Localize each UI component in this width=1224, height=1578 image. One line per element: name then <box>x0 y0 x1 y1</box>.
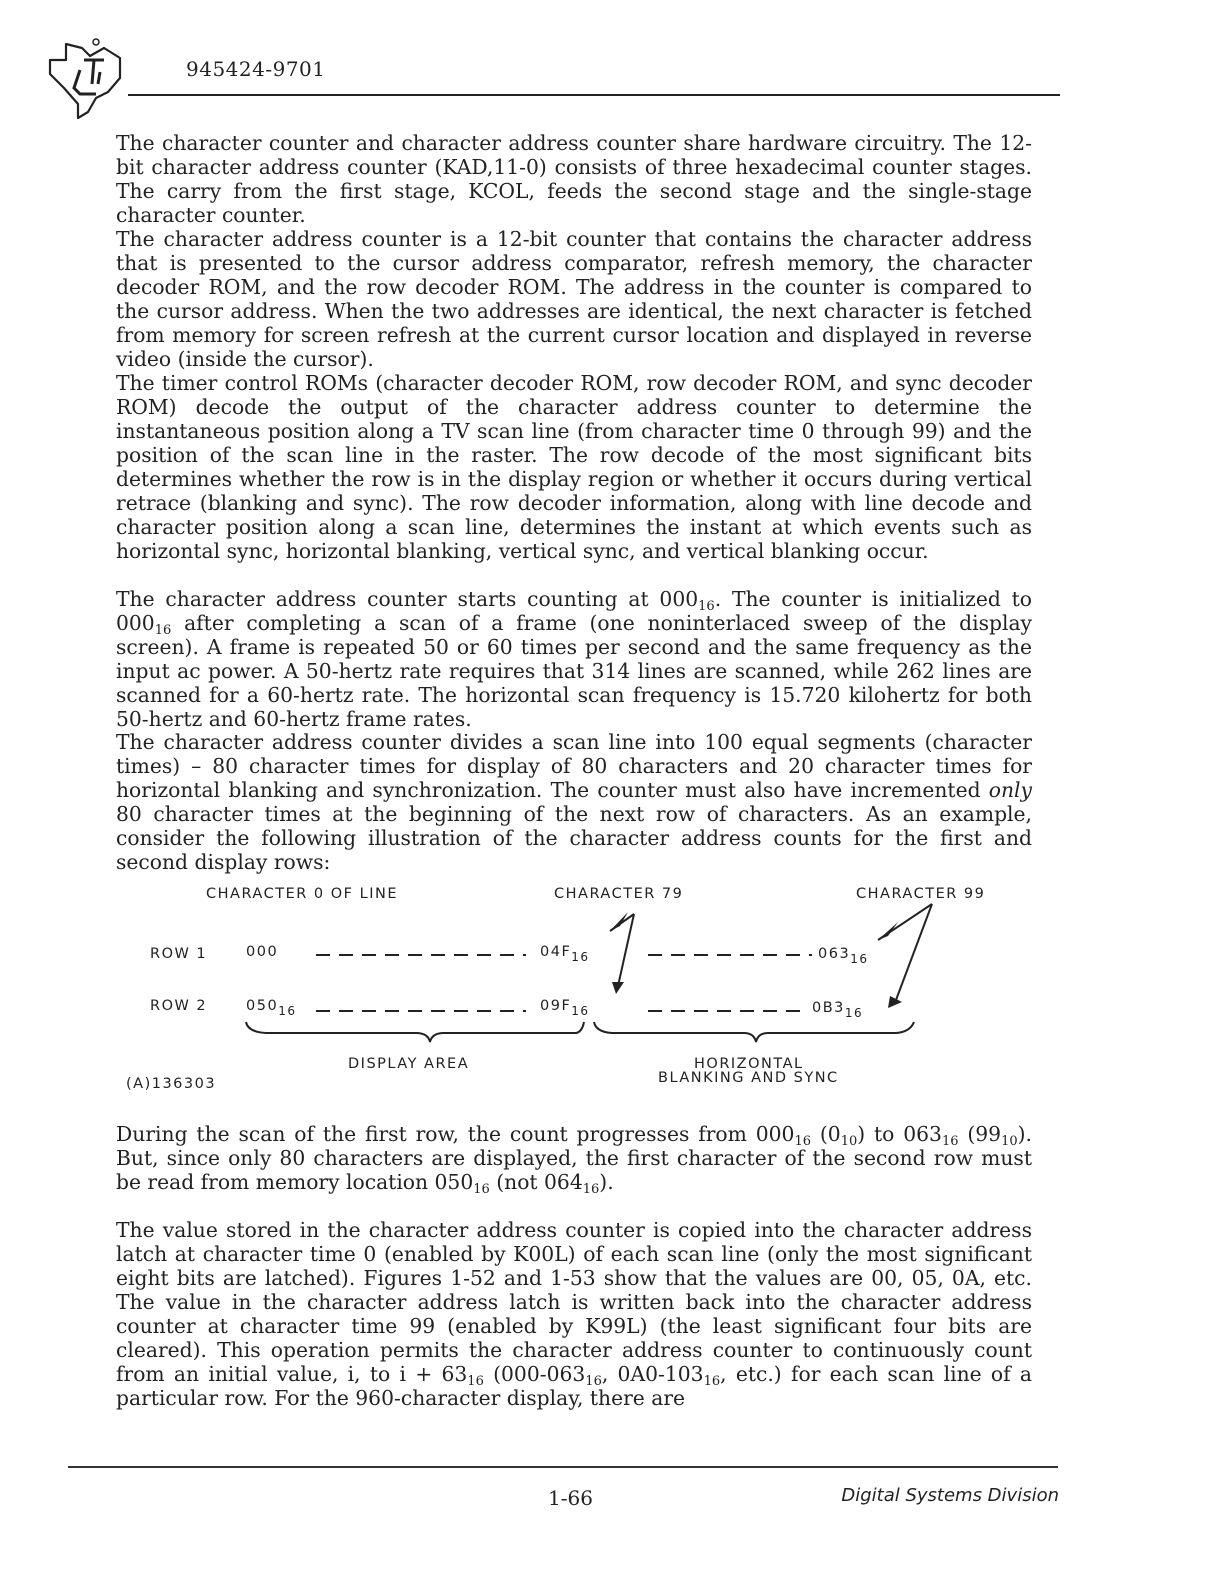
figure-id: (A)136303 <box>126 1076 217 1092</box>
ti-logo-icon <box>44 38 128 122</box>
row2-mid-value: $09F_{16}$ <box>540 998 590 1018</box>
display-area-label: DISPLAY AREA <box>348 1056 470 1072</box>
arrow-99-line <box>896 904 932 1000</box>
row1-end-value: $063_{16}$ <box>818 946 869 966</box>
page-number: 1-66 <box>548 1486 593 1510</box>
label-character-0: CHARACTER 0 OF LINE <box>206 886 398 902</box>
row2-label: ROW 2 <box>150 998 208 1014</box>
row1-start-value: 000 <box>246 944 279 960</box>
arrowhead-99-bottom <box>888 996 902 1008</box>
row2-start-value: $050_{16}$ <box>246 998 297 1018</box>
paragraph-2: The character address counter is a 12-bit counter that contains the character address that is presented to the cursor address comparator, refresh memory, the character decoder ROM, and the row decoder ROM. The address in the counter is compared to the cursor address. When the two addresses are identical, the next character is fetched from memory for screen refresh at the current cursor location and displayed in reverse video (inside the cursor). <box>116 227 1032 371</box>
division-name: Digital Systems Division <box>841 1485 1059 1506</box>
arrowhead-79-bottom <box>612 982 624 994</box>
row1-label: ROW 1 <box>150 946 208 962</box>
paragraph-5: The character address counter divides a scan line into 100 equal segments (character times) – 80 character times for display of 80 characters and 20 character times for horizontal blanking and synchronization. The counter must also have incremented only 80 character times at the beginning of the next row of characters. As an example, consider the following illustration of the character address counts for the first and second display rows: <box>116 730 1032 874</box>
figure-lines <box>116 876 1032 1102</box>
horizontal-label: HORIZONTAL <box>694 1056 804 1072</box>
arrowhead-79-top <box>610 912 628 931</box>
row2-end-value: $0B3_{16}$ <box>812 1000 864 1020</box>
footer-rule <box>68 1466 1058 1468</box>
paragraph-6: During the scan of the first row, the count progresses from $000_{16}$ $(0_{10})$ to $063_{16}$ $(99_{10})$. But, since only 80 characters are displayed, the first character of the second row must be read from memory location $050_{16}$ (not $064_{16}$). <box>116 1122 1032 1197</box>
paragraph-7: The value stored in the character address counter is copied into the character address latch at character time 0 (enabled by K00L) of each scan line (only the most significant eight bits are latched). Figures 1-52 and 1-53 show that the values are 00, 05, 0A, etc. The value in the character address latch is written back into the character address counter at character time 99 (enabled by K99L) (the least significant four bits are cleared). This operation permits the character address counter to continuously count from an initial value, i, to $i + 63_{16}$ ($000-063_{16}$, $0A0-103_{16}$, etc.) for each scan line of a particular row. For the 960-character display, there are <box>116 1218 1032 1410</box>
document-number: 945424-9701 <box>186 57 326 81</box>
blanking-sync-label: BLANKING AND SYNC <box>658 1070 839 1086</box>
paragraph-3: The timer control ROMs (character decoder ROM, row decoder ROM, and sync decoder ROM) decode the output of the character address counter to determine the instantaneous position along a TV scan line (from character time 0 through 99) and the position of the scan line in the raster. The row decode of the most significant bits determines whether the row is in the display region or whether it occurs during vertical retrace (blanking and sync). The row decoder information, along with line decode and character position along a scan line, determines the instant at which events such as horizontal sync, horizontal blanking, vertical sync, and vertical blanking occur. <box>116 371 1032 563</box>
label-character-99: CHARACTER 99 <box>856 886 986 902</box>
row1-mid-value: $04F_{16}$ <box>540 944 590 964</box>
paragraph-1: The character counter and character address counter share hardware circuitry. The 12-bit character address counter (KAD,11-0) consists of three hexadecimal counter stages. The carry from the first stage, KCOL, feeds the second stage and the single-stage character counter. <box>116 131 1032 227</box>
horizontal-brace <box>594 1022 914 1042</box>
header-rule <box>128 94 1060 96</box>
character-address-figure <box>116 876 1032 1102</box>
label-character-79: CHARACTER 79 <box>554 886 684 902</box>
paragraph-4: The character address counter starts counting at $000_{16}$. The counter is initialized to $000_{16}$ after completing a scan of a frame (one noninterlaced sweep of the display screen). A frame is repeated 50 or 60 times per second and the same frequency as the input ac power. A 50-hertz rate requires that 314 lines are scanned, while 262 lines are scanned for a 60-hertz rate. The horizontal scan frequency is 15.720 kilohertz for both 50-hertz and 60-hertz frame rates. <box>116 587 1032 731</box>
display-area-brace <box>246 1022 584 1042</box>
